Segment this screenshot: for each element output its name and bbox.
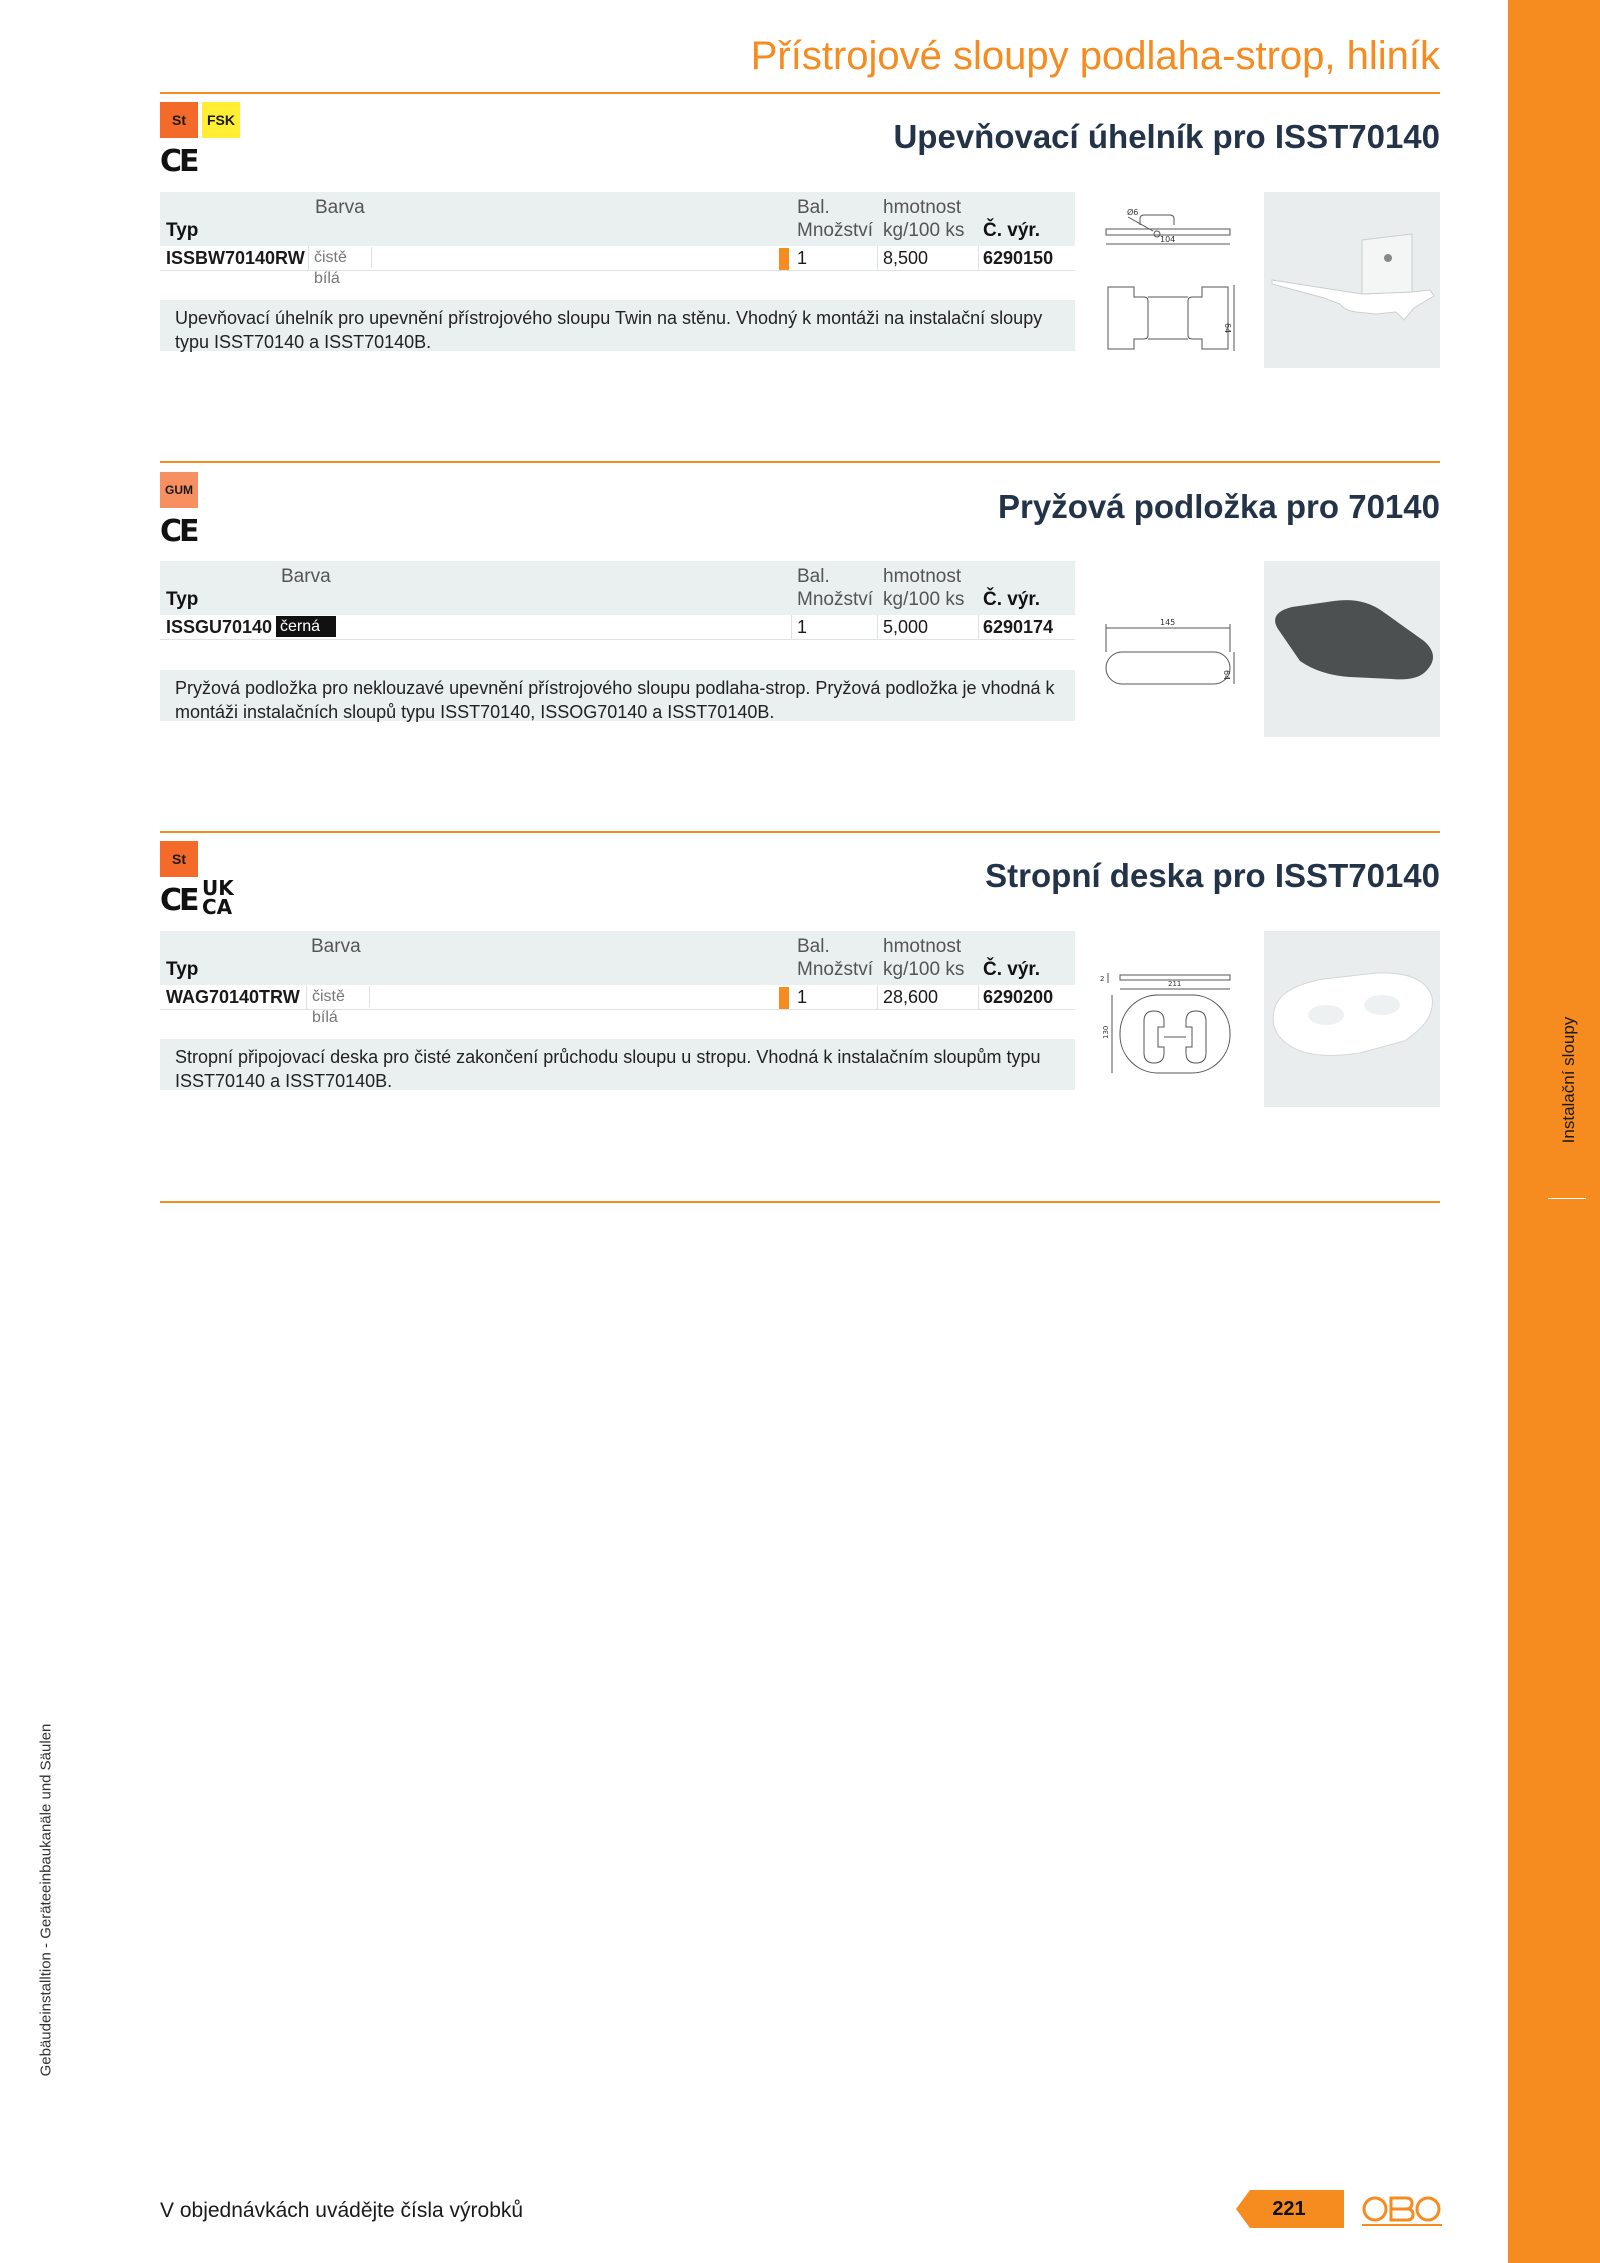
drawing-label-height: 130 (1102, 1025, 1110, 1039)
cell-article: 6290150 (983, 248, 1054, 268)
section-divider (160, 1201, 1440, 1203)
product-title: Upevňovací úhelník pro ISST70140 (893, 118, 1440, 155)
header-type: Typ (166, 589, 199, 610)
left-vertical-caption: Gebäudeinstalltion - Geräteeinbaukanäle und Säulen (37, 1723, 55, 2077)
cell-weight: 28,600 (883, 987, 939, 1007)
cell-type: ISSBW70140RW (166, 248, 305, 268)
product-description: Pryžová podložka pro neklouzavé upevnění přístrojového sloupu podlaha-strop. Pryžová podložka je vhodná k montáži instalačních sloupů typu ISST70140, ISSOG70140 a ISST70140B. (160, 670, 1075, 721)
ukca-mark-uk: UK (202, 876, 234, 900)
header-article: Č. výr. (983, 589, 1041, 610)
table-row (160, 985, 1075, 1026)
drawing-label-height: 64 (1222, 670, 1231, 681)
header-quantity: Množství (797, 959, 874, 980)
material-badge-st: St (160, 102, 198, 138)
table-header (160, 931, 1075, 985)
obo-logo (1362, 2190, 1442, 2228)
drawing-label-height: 64 (1223, 323, 1232, 334)
header-weight-unit: kg/100 ks (883, 220, 965, 241)
header-weight: hmotnost (883, 936, 962, 957)
cell-article: 6290174 (983, 617, 1054, 637)
product-title: Stropní deska pro ISST70140 (985, 857, 1440, 894)
footer-note: V objednávkách uvádějte čísla výrobků (160, 2199, 524, 2222)
drawing-label-length: 211 (1168, 980, 1182, 988)
table-header (160, 192, 1075, 246)
title-divider (160, 92, 1440, 94)
cell-color: černá (276, 616, 336, 637)
page-number: 221 (1272, 2197, 1306, 2220)
sidebar-band (1508, 0, 1600, 2263)
header-weight: hmotnost (883, 566, 962, 587)
cell-quantity: 1 (797, 248, 808, 268)
section-divider (160, 831, 1440, 833)
order-marker (779, 248, 789, 270)
header-article: Č. výr. (983, 959, 1041, 980)
header-quantity: Množství (797, 220, 874, 241)
material-badge-gum: GUM (160, 472, 198, 508)
sidebar-section-label: Instalační sloupy (1559, 1016, 1578, 1144)
product-description: Stropní připojovací deska pro čisté zakončení průchodu sloupu u stropu. Vhodná k instalačním sloupům typu ISST70140 a ISST70140B. (160, 1039, 1075, 1090)
cell-weight: 5,000 (883, 617, 929, 637)
product-description: Upevňovací úhelník pro upevnění přístrojového sloupu Twin na stěnu. Vhodný k montáži na instalační sloupy typu ISST70140 a ISST70140B. (160, 300, 1075, 351)
cell-color: čistě bílá (310, 247, 372, 268)
table-header (160, 561, 1075, 615)
header-weight-unit: kg/100 ks (883, 589, 965, 610)
table-row (160, 615, 1075, 640)
ce-mark: CE (160, 144, 197, 179)
technical-drawing (1098, 612, 1238, 692)
ce-mark: CE (160, 883, 197, 918)
ukca-mark (202, 876, 234, 919)
sidebar-divider (1548, 1198, 1586, 1199)
section-divider (160, 461, 1440, 463)
drawing-label-width: 104 (1160, 235, 1176, 244)
header-type: Typ (166, 220, 199, 241)
header-pack: Bal. (797, 566, 830, 587)
page-title: Přístrojové sloupy podlaha-strop, hliník (750, 34, 1440, 78)
ukca-mark-ca: CA (202, 895, 233, 919)
product-photo (1264, 192, 1440, 368)
cell-type: WAG70140TRW (166, 987, 300, 1007)
material-badge-fsk: FSK (202, 102, 240, 138)
drawing-label-diameter: Ø6 (1127, 208, 1139, 217)
header-pack: Bal. (797, 197, 830, 218)
cell-article: 6290200 (983, 987, 1054, 1007)
table-row (160, 246, 1075, 287)
cell-color: čistě bílá (308, 986, 370, 1007)
product-photo (1264, 561, 1440, 737)
cell-weight: 8,500 (883, 248, 929, 268)
header-color: Barva (281, 566, 331, 587)
ce-mark: CE (160, 514, 197, 549)
order-marker (779, 987, 789, 1009)
header-article: Č. výr. (983, 220, 1041, 241)
technical-drawing (1098, 965, 1238, 1085)
cell-type: ISSGU70140 (166, 617, 273, 637)
product-photo (1264, 931, 1440, 1107)
header-pack: Bal. (797, 936, 830, 957)
header-quantity: Množství (797, 589, 874, 610)
header-type: Typ (166, 959, 199, 980)
technical-drawing (1098, 205, 1238, 365)
header-weight: hmotnost (883, 197, 962, 218)
header-color: Barva (311, 936, 361, 957)
drawing-label-thickness: 2 (1100, 975, 1105, 983)
cell-quantity: 1 (797, 617, 808, 637)
header-color: Barva (315, 197, 365, 218)
drawing-label-length: 145 (1160, 618, 1176, 627)
header-weight-unit: kg/100 ks (883, 959, 965, 980)
material-badge-st: St (160, 841, 198, 877)
product-title: Pryžová podložka pro 70140 (997, 488, 1440, 525)
cell-quantity: 1 (797, 987, 808, 1007)
